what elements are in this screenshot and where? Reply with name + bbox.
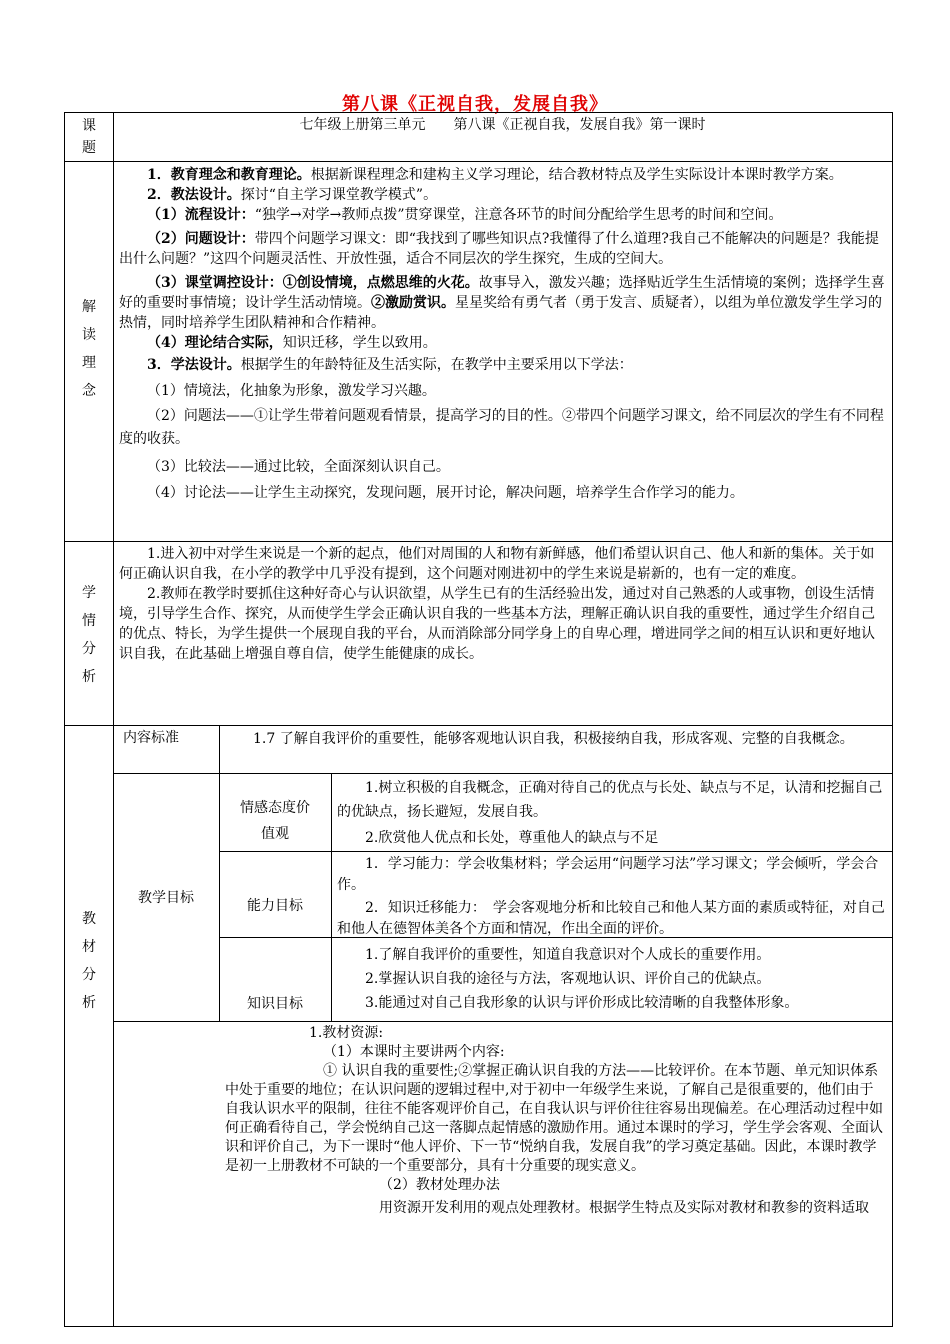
content-standard-text: 1.7 了解自我评价的重要性，能够客观地认识自我，积极接纳自我，形成客观、完整的自我概念。 (253, 731, 854, 747)
teaching-goals-label: 教学目标 (138, 890, 194, 906)
topic-label: 课 题 (82, 118, 96, 156)
material-label: 教 材 分 析 (82, 911, 96, 1011)
material-resources: 1.教材资源: （1）本课时主要讲两个内容: ① 认识自我的重要性;②掌握正确认识自我的方法——比较评价。在本节题、单元知识体系中处于重要的地位；在认识问题的逻辑过程中,对于初中一年级学生来说，了解自己是很重要的，他们由于自我认识水平的限制，往往不能客观评价自己，在自我认识与评价往往容易出现偏差。在心理活动过程中如何正确看待自己，学会悦纳自己这一落脚点起情感的激励作用。通过本课时的学习，学生学会客观、全面认识和评价自己，为下一课时“他人评价、下一节“悦纳自我，发展自我”的学习奠定基础。因此，本课时教学是初一上册教材不可缺的一个重要部分，具有十分重要的现实意义。 （2）教材处理办法 用资源开发利用的观点处理教材。根据学生特点及实际对教材和教参的资料适取 (225, 1025, 883, 1216)
knowledge-goals-text: 1.了解自我评价的重要性，知道自我意识对个人成长的重要作用。 2.掌握认识自我的途径与方法，客观地认识、评价自己的优缺点。 3.能通过对自己自我形象的认识与评价形成比较清晰的自我整体形象。 (365, 947, 799, 1011)
emotion-goals-label: 情感态度价 值观 (240, 800, 310, 842)
content-standard-label: 内容标准 (123, 730, 179, 746)
topic-value: 七年级上册第三单元 第八课《正视自我，发展自我》第一课时 (299, 117, 706, 133)
ability-goals-label: 能力目标 (247, 898, 303, 914)
knowledge-goals-label: 知识目标 (247, 996, 303, 1012)
concept-content: 1．教育理念和教育理论。根据新课程理念和建构主义学习理论，结合教材特点及学生实际设计本课时教学方案。 2．教法设计。探讨“自主学习课堂教学模式”。 （1）流程设计：“独学→对学→教师点拨”贯穿课堂，注意各环节的时间分配给学生思考的时间和空间。 （2）问题设计：带四个问题学习课文：即“我找到了哪些知识点?我懂得了什么道理?我自己不能解决的问题是？我能提出什么问题？”这四个问题灵活性、开放性强，适合不同层次的学生探究，生成的空间大。 （3）课堂调控设计：①创设情境，点燃思维的火花。故事导入，激发兴趣；选择贴近学生生活情境的案例；选择学生喜好的重要时事情境；设计学生活动情境。②激励赏识。星星奖给有勇气者（勇于发言、质疑者），以组为单位激发学生学习的热情，同时培养学生团队精神和合作精神。 （4）理论结合实际，知识迁移，学生以致用。 3．学法设计。根据学生的年龄特征及生活实际，在教学中主要采用以下学法： （1）情境法，化抽象为形象，激发学习兴趣。 （2）问题法——①让学生带着问题观看情景，提高学习的目的性。②带四个问题学习课文，给不同层次的学生有不同程度的收获。 （3）比较法——通过比较，全面深刻认识自己。 （4）讨论法——让学生主动探究，发现问题，展开讨论，解决问题，培养学生合作学习的能力。 (119, 167, 885, 501)
concept-label: 解 读 理 念 (82, 299, 96, 399)
student-content: 1.进入初中对学生来说是一个新的起点，他们对周围的人和物有新鲜感，他们希望认识自己、他人和新的集体。关于如何正确认识自我，在小学的教学中几乎没有提到，这个问题对刚进初中的学生来说是崭新的，也有一定的难度。 2.教师在教学时要抓住这种好奇心与认识欲望，从学生已有的生活经验出发，通过对自己熟悉的人或事物，创设生活情境，引导学生合作、探究，从而使学生学会正确认识自我的一些基本方法，理解正确认识自我的重要性，通过学生介绍自己的优点、特长，为学生提供一个展现自我的平台，从而消除部分同学身上的自卑心理，增进同学之间的相互认识和更好地认识自我，在此基础上增强自尊自信，使学生能健康的成长。 (119, 546, 875, 662)
page-title: 第八课《正视自我，发展自我》 (342, 94, 608, 115)
ability-goals-text: 1．学习能力：学会收集材料；学会运用“问题学习法”学习课文；学会倾听，学会合作。 2．知识迁移能力： 学会客观地分析和比较自己和他人某方面的素质或特征，对自己和他人在德智体美各个方面和情况，作出全面的评价。 (337, 856, 885, 937)
emotion-goals-text: 1.树立积极的自我概念，正确对待自己的优点与长处、缺点与不足，认清和挖掘自己的优缺点，扬长避短，发展自我。 2.欣赏他人优点和长处，尊重他人的缺点与不足 (337, 780, 883, 846)
lesson-plan-table (64, 112, 893, 1327)
student-label: 学 情 分 析 (82, 585, 96, 685)
